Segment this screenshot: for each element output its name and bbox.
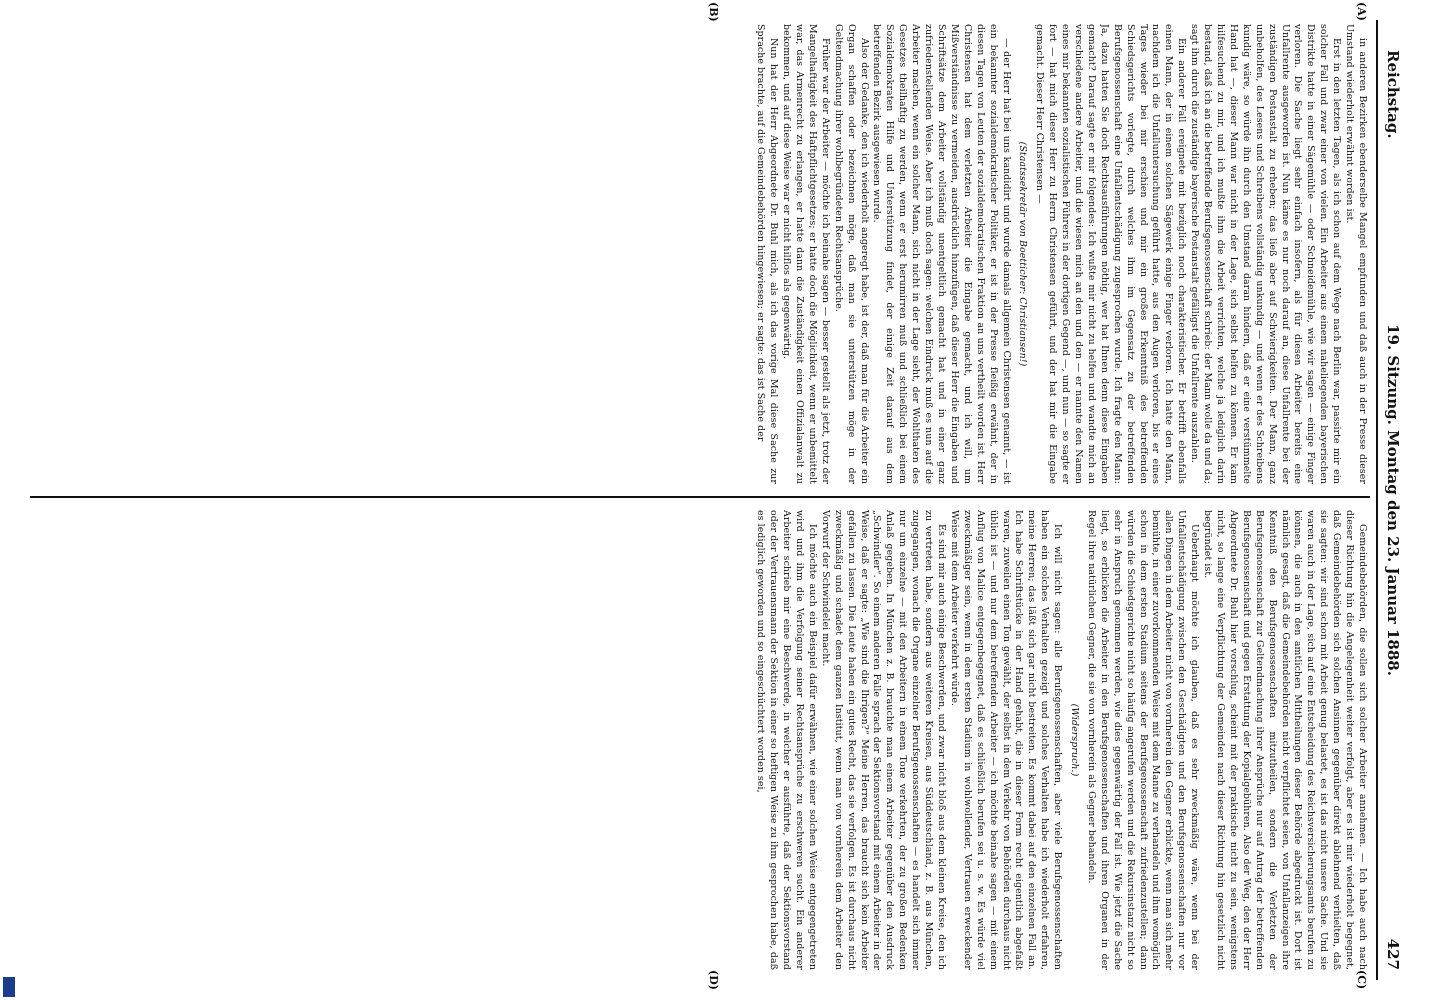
header-rule <box>1376 20 1378 980</box>
funding-notice <box>0 0 2 970</box>
margin-mark-b: (B) <box>707 2 720 22</box>
paragraph: in anderen Bezirken ebenderselbe Mangel empfunden und daß auch in der Presse dieser Umstand wiederholt erwähnt worden ist. <box>1344 24 1368 484</box>
paragraph: Gemeindebehörden, die sollen sich solcher Arbeiter annehmen. — Ich habe auch nach dieser Richtung hin die Angelegenheit weiter verfolgt, aber es ist mir wiederholt begegnet, daß Gemeindebehörden sich solchen Ansinnen gegenüber direkt ablehnend verhielten, daß sie sagten: wir sind schon mit Arbeit genug belastet, es ist das nicht unsere Sache. Und sie waren auch in der Lage, sich auf eine Entscheidung des Reichsversicherungsamts berufen zu können, die auch in den amtlichen Mittheilungen dieser Behörde abgedruckt ist. Dort ist nämlich gesagt, daß die Gemeindebehörden nicht verpflichtet seien, von Unfallanzeigen ihre Kenntniß den Berufsgenossenschaften mitzutheilen, sondern die Verletzten der Berufsgenossenschaft zur Geltendmachung ihrer Ansprüche nur auf Antrag der betreffenden Berufsgenossenschaft und gegen Erstattung der Kopialgebühren. Also der Weg, den der Herr Abgeordnete Dr. Buhl hier vorschlug, scheint mit der praktische nicht zu sein, wenigstens nicht, so lange eine Verpflichtung der Gemeinden nach dieser Richtung hin gesetzlich nicht begründet ist. <box>1202 510 1368 970</box>
paragraph: Erst in den letzten Tagen, als ich schon auf dem Wege nach Berlin war, passirte mir ein solcher Fall und zwar einer von vielen. Ein Arbeiter aus einem naheliegenden bayerischen Distrikte hatte in einer Sägemühle — oder Schneidemühle, wie wir sagen — einige Finger verloren. Die Sache liegt sehr einfach insofern, als für diesen Arbeiter bereits eine Unfallrente ausgeworfen ist. Nun käme es nur noch darauf an, diese Unfallrente bei der zuständigen Postanstalt zu erheben; das ließ aber auf Schwierigkeiten. Der Mann, ganz unbeholfen, des Lesens und Schreibens vollständig unkundig — und wenn er des Schreibens kundig wäre, so würde ihn durch den Umstand daran hindern, daß er eine verstümmelte Hand hat —, dieser Mann war nicht in der Lage, sich selbst helfen zu können. Er kam hilfesuchend zu mir, und ich mußte ihm die Arbeit verrichten, welche ja lediglich darin bestand, daß ich an die betreffende Berufsgenossenschaft schrieb: der Mann wolle da und da; sagt ihm durch die zuständige bayerische Postanstalt gefälligst die Unfallrente auszahlen. <box>1189 24 1343 484</box>
page-number: 427 <box>1384 938 1402 970</box>
dfg-logo-icon <box>3 977 15 997</box>
text-column-right <box>48 510 1368 970</box>
paragraph: Ein anderer Fall ereignete mit bezüglich noch charakteristischer. Er betrifft ebenfalls einen Mann, der in einem solchen Sägewerk einige Finger verloren. Ich hatte den Mann, nachdem ich die Unfalluntersuchung geführt hatte, aus den Augen verloren, bis er eines Tages wieder bei mir erschien und mir ein großes Erkenntniß des betreffenden Schiedsgerichts vorlegte, durch welches ihm im Gegensatz zu der betreffenden Berufsgenossenschaft eine Unfallentschädigung zugesprochen wurde. Ich fragte den Mann: Ja, dazu hatten Sie doch Rechtsausführungen nöthig, wer hat Ihnen denn diese Eingaben gemacht? Darauf sagte er mir folgendes: Ich wußte mir nicht zu helfen und wandte mich an verschiedene andere Arbeiter, und die wiesen mich an den und den — er nannte den Namen eines mir bekannten sozialistischen Führers in der dortigen Gegend —, und nun — so sagte er fort — hat mich dieser Herr zu Herrn Christensen geführt, und der hat mir die Eingabe gemacht. Dieser Herr Christensen — <box>1034 24 1188 484</box>
header-center: 19. Sitzung. Montag den 23. Januar 1888. <box>1384 324 1402 676</box>
paragraph: Ich will nicht sagen: alle Berufsgenossenschaften, aber viele Berufsgenossenschaften haben ein solches Verhalten gezeigt und solches Verhalten habe ich wiederholt erfahren, meine Herren; das läßt sich gar nicht bestreiten. Es kommt dabei auf den einzelnen Fall an. Ich habe Schriftstücke in der Hand gehabt, die in dieser Form recht eigentlich abgefaßt waren, zuweilen einen Ton gewählt, der selbst in dem Verkehr von Behörden durchaus nicht üblich ist — und nur dem betreffenden Arbeiter — ich möchte beinahe sagen — mit einem Anflug von Malice entgegenbegegnet, daß es schließlich berufen sei u. s. w. Es würde viel zweckmäßiger sein, wenn in dem ersten Stadium in wohlwollender, Vertrauen erweckender Weise mit dem Arbeiter verkehrt würde. <box>948 510 1064 970</box>
column-separator <box>30 496 1370 498</box>
digitization-sidebar <box>0 0 18 1000</box>
paragraph: Ich möchte auch ein Beispiel dafür erwähnen, wie einer solchen Weise entgegengetreten wird und ihm die Verfolgung seiner Rechtsansprüche zu erschweren sucht. Ein anderer Arbeiter schrieb mir eine Beschwerde, in welcher er ausführte, daß der Sektionsvorstand oder der Vertrauensmann der Sektion in einer so heftigen Weise zu ihm gesprochen habe, daß es lediglich geworden und so eingeschüchtert worden sei, <box>755 510 818 970</box>
interjection: (Widerspruch.) <box>1069 703 1081 777</box>
margin-mark-c: (C) <box>1355 970 1368 990</box>
margin-mark-a: (A) <box>1355 2 1368 21</box>
margin-mark-d: (D) <box>707 970 720 990</box>
rotated-page-content <box>20 0 1420 1000</box>
interjection: (Staatssekretär von Boetticher: Christiansen!) <box>1017 141 1029 367</box>
paragraph: Ueberhaupt möchte ich glauben, daß es sehr zweckmäßig wäre, wenn bei der Unfallentschädigung zwischen den Geschädigten und den Berufsgenossenschaften nur vor allen Dingen in dem Arbeiter nicht von vornherein den Gegner erblickte, wenn man sich mehr bemühte, in einer zuvorkommenden Weise mit dem Manne zu verhandeln und ihm womöglich schon in dem ersten Stadium seitens der Berufsgenossenschaft zufriedenzustellen; dann würden die Schiedsgerichte nicht so häufig angerufen werden und die Rekursinstanz nicht so sehr in Anspruch genommen werden, wie dies gegenwärtig der Fall ist. Wie jetzt die Sache liegt, so erblicken die Arbeiter in den Berufsgenossenschaften und ihren Organen in der Regel ihre natürlichen Gegner, die sie von vornherein als Gegner behandeln. <box>1085 510 1201 970</box>
paragraph: Also der Gedanke, den ich wiederholt angeregt habe, ist der, daß man für die Arbeiter ein Organ schaffen oder bezeichnen möge, daß man sie unterstützen möge in der Geltendmachung ihrer wohlbegründeten Rechtsansprüche. <box>832 24 870 484</box>
header-left: Reichstag. <box>1384 50 1402 139</box>
paragraph: Früher war der Arbeiter — möchte ich beinahe sagen — besser gestellt als jetzt, trotz der Mangelhaftigkeit des Haftpflichtgesetzes; er hatte doch die Möglichkeit, wenn er unbemittelt war, das Armenrecht zu erlangen, er hatte dann die Zuständigkeit einen Offizialanwalt zu bekommen, und auf diese Weise war er nicht hilflos als gegenwärtig. <box>781 24 831 484</box>
text-column-left <box>48 24 1368 484</box>
paragraph: Nun hat der Herr Abgeordnete Dr. Buhl mich, als ich das vorige Mal diese Sache zur Sprache brachte, auf die Gemeindebehörden hingewiesen; er sagte: das ist Sache der <box>755 24 780 484</box>
paragraph: Es sind mir auch einige Beschwerden, und zwar nicht bloß aus dem kleinen Kreise, den ich zu vertreten habe, sondern aus weiteren Kreisen, aus Süddeutschland, z. B. aus München, zugegangen, wonach die Organe einzelner Berufsgenossenschaften — es handelt sich immer nur um einzelne — mit den Arbeitern in einem Tone verkehrten, der zu großen Bedenken Anlaß gegeben. In München z. B. brauchte man einem Arbeiter gegenüber den Ausdruck „Schwindler“. So einem anderen Falle sprach der Sektionsvorstand mit einem Arbeiter in der Weise, daß er sagte: „Wie sind die Ihrigen?“ Meine Herren, das braucht sich kein Arbeiter gefallen zu lassen. Die Leute haben ein gutes Recht, das sie verfolgen. Es ist durchaus nicht zweckmäßig und schadet dem ganzen Institut, wenn man von vornherein dem Arbeiter den Vorwurf der Schwindelei macht. <box>819 510 947 970</box>
paragraph: — der Herr hat bei uns kandidirt und wurde damals allgemein Christensen genannt, — ist ein bekannter sozialdemokratischer Politiker, er ist in der Presse fleißig erwähnt, der in diesen Tagen von Leuten der sozialdemokratischen Fraktion an uns vertheilt worden ist. Herr Christensen hat dem verletzten Arbeiter die Eingabe gemacht, und ich will, um Mißverständnisse zu vermeiden, ausdrücklich hinzufügen, daß dieser Herr die Eingaben und Schriftsätze dem Arbeiter vollständig unentgeltlich gemacht hat und in einer ganz zufriedenstellenden Weise. Aber ich muß doch sagen: welchen Eindruck muß es nun auf die Arbeiter machen, wenn ein solcher Mann, sich nicht in der Lage sieht, der Wohlthaten des Gesetzes theilhaftig zu werden, wenn er erst herumirren muß und schließlich bei einem Sozialdemokraten Hilfe und Unterstützung findet, der einige Zeit darauf aus dem betreffenden Bezirk ausgewiesen wurde. <box>871 24 1012 484</box>
running-header <box>1380 20 1408 980</box>
